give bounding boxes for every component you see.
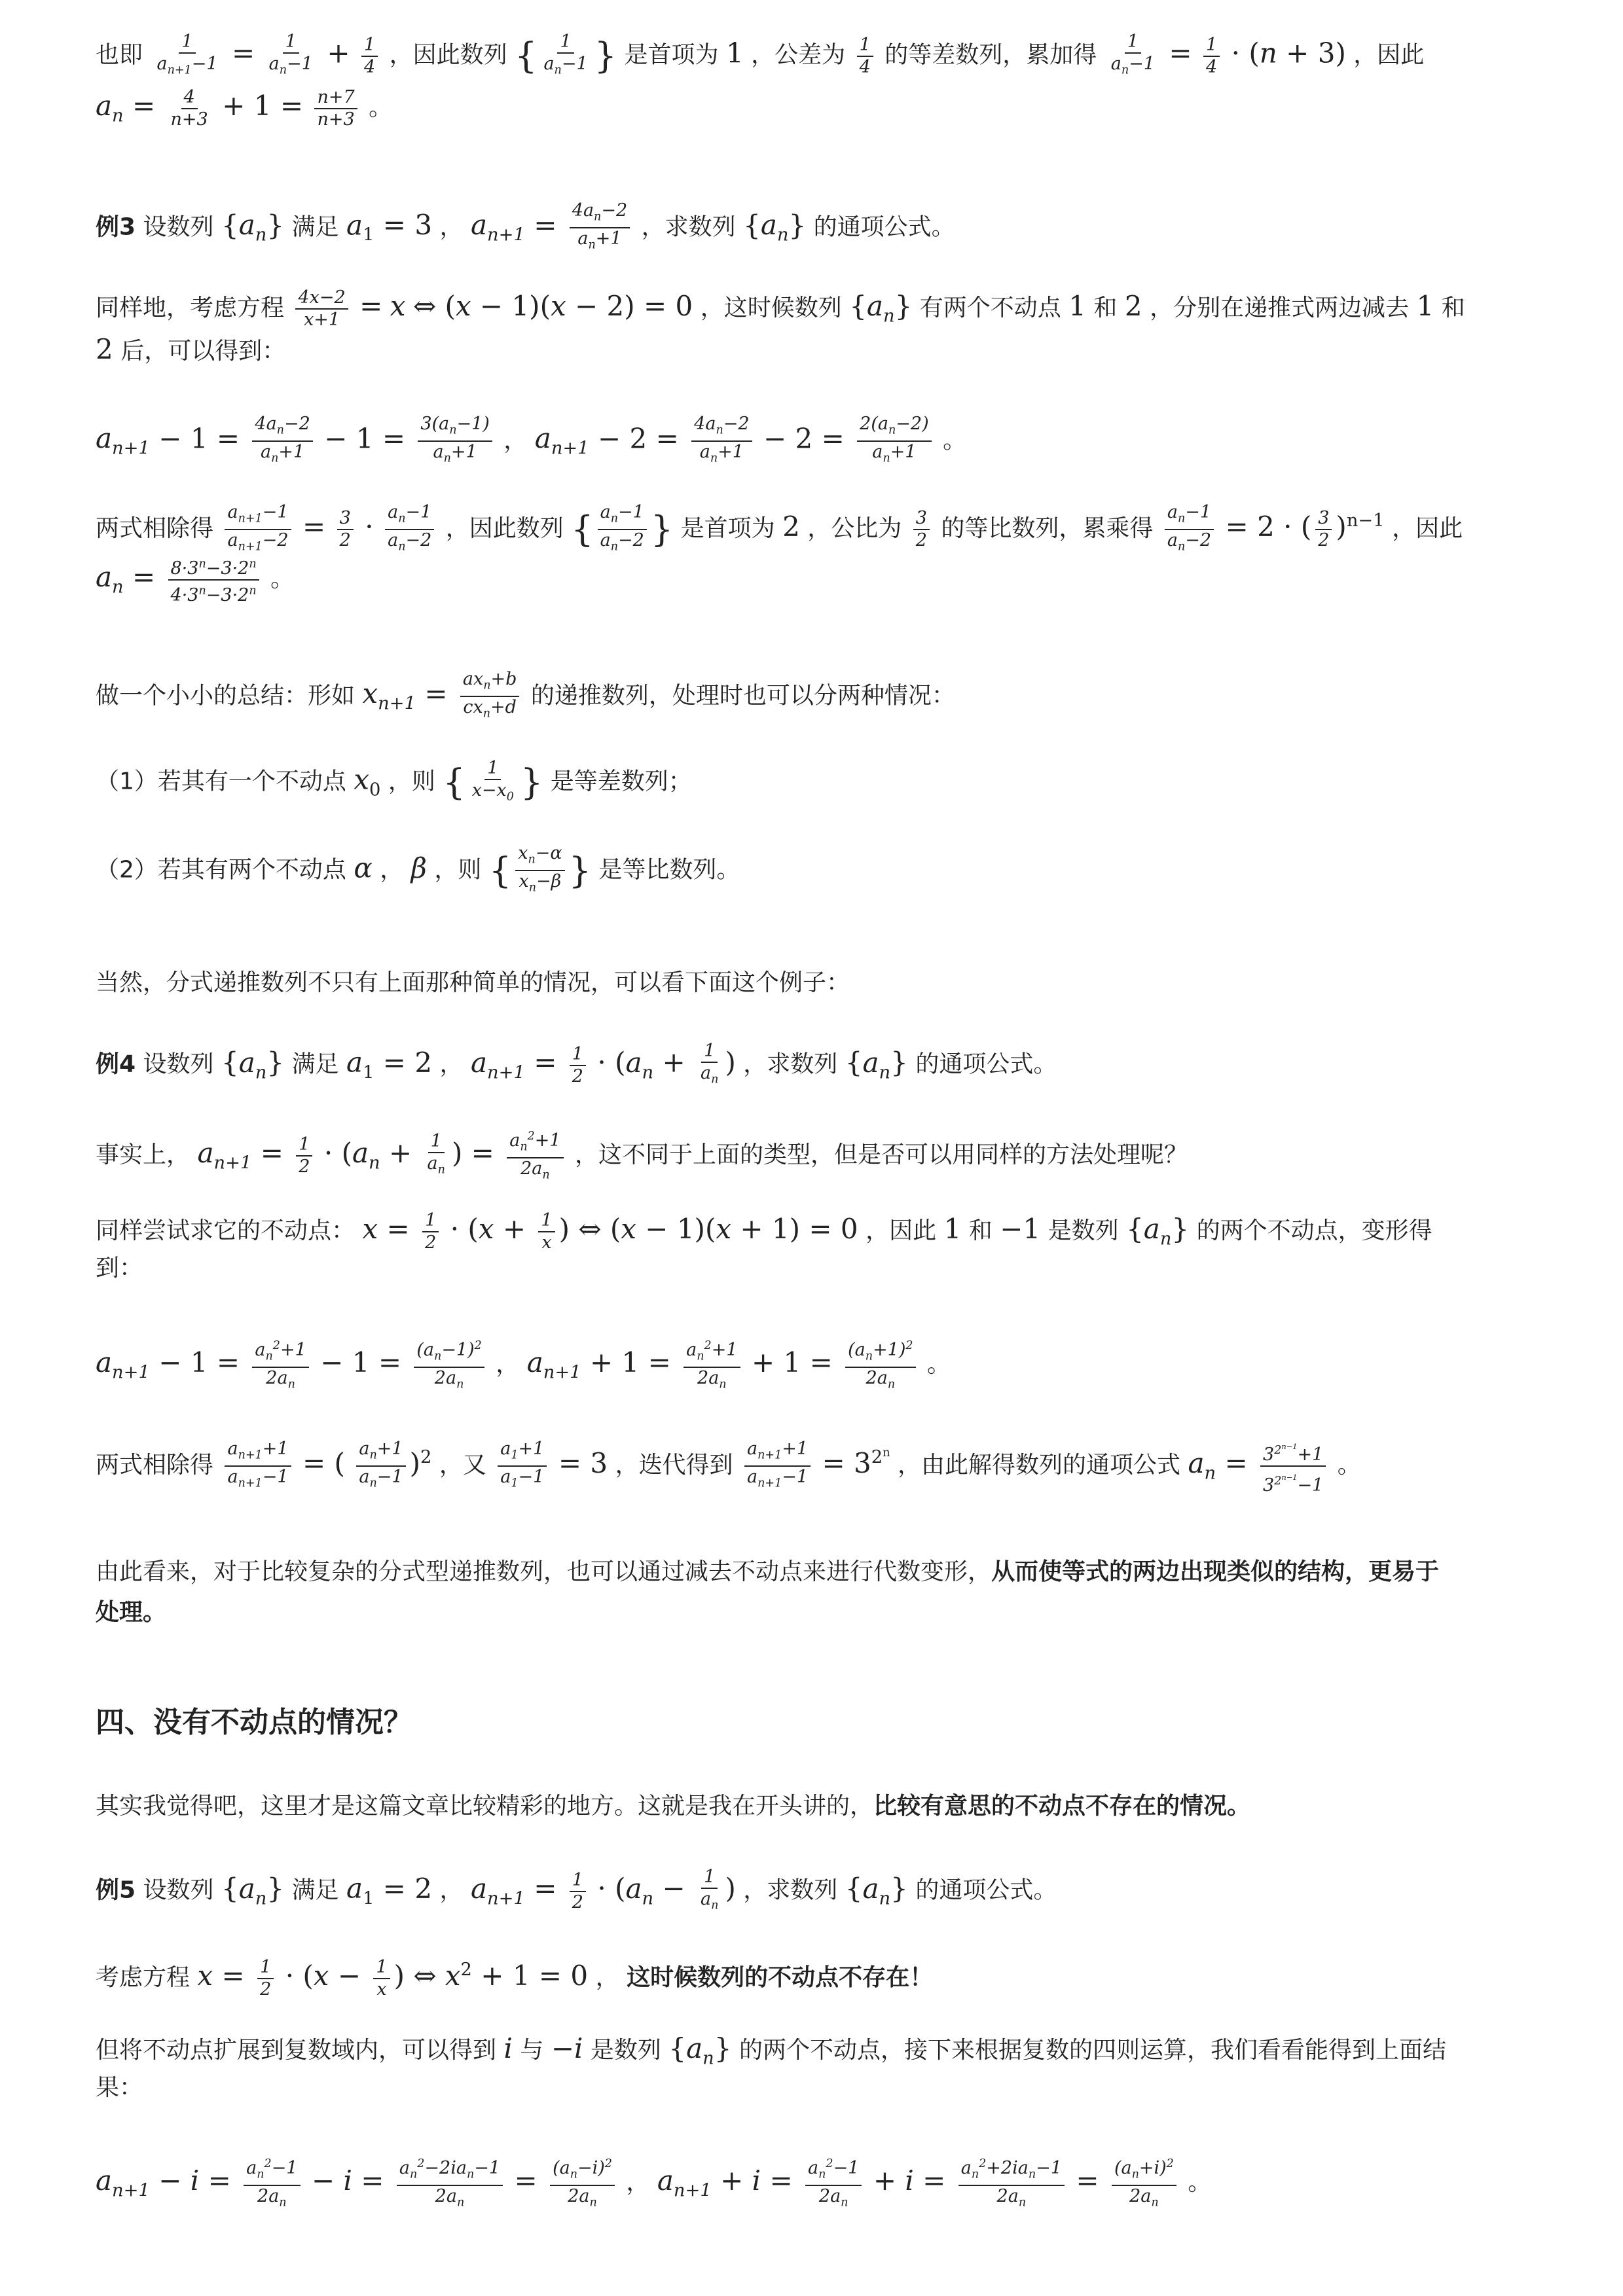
paragraph-fixed-point-eq-b: 2 后，可以得到： (96, 333, 286, 365)
paragraph-ex5-equation: 考虑方程 x = $\frac{1}{2}$ · (x − $\frac{1}{x}$ ) ⇔ $x^2 + 1 = 0$ ， 这时候数列的不动点不存在！ (96, 1957, 934, 2000)
paragraph-conclusion: 由此看来，对于比较复杂的分式型递推数列，也可以通过减去不动点来进行代数变形，从而使等式的两边出现类似的结构，更易于 (96, 1558, 1440, 1585)
equation-4a: $a_{n+1} - 1$ = $\frac{a_n^2+1}{2a_n}$ − 1 = $\frac{(a_n-1)^2}{2a_n}$ ， $a_{n+1} + 1$ = $\frac{a_n^2+1}{2a_n}$ + 1 = $\frac{(a_n+1)^2}{2a_n}$ 。 (96, 1335, 1529, 1395)
paragraph-division-3: 两式相除得 $\frac{a_{n+1}-1}{a_{n+1}-2}$ = $\frac{3}{2}$ · $\frac{a_n-1}{a_n-2}$ ，因此数列 { $\frac{a_n-1}{a_n-2}$ } 是首项为 2 ，公比为 $\frac{3}{2}$ 的等比数列，累乘得 $\frac{a_n-1}{a_n-2}$ = 2 · ( $\frac{3}{2}$ )$^{n-1}$ ，因此 (96, 501, 1463, 554)
equation-3a: $a_{n+1} - 1$ = $\frac{4a_n-2}{a_n+1}$ − 1 = $\frac{3(a_n-1)}{a_n+1}$ ， $a_{n+1} - 2$ = $\frac{4a_n-2}{a_n+1}$ − 2 = $\frac{2(a_n-2)}{a_n+1}$ 。 (96, 414, 967, 465)
paragraph-fixed-points-ex4b: 到： (96, 1255, 143, 1282)
paragraph-derivation-1b: $a_n$ = $\frac{4}{n+3}$ + 1 = $\frac{n+7}{n+3}$ 。 (96, 87, 393, 130)
summary-case-2: （2）若其有两个不动点 α ， β ，则 { $\frac{x_n-\alpha}{x_n-\beta}$ } 是等比数列。 (96, 843, 740, 895)
paragraph-section4-intro: 其实我觉得吧，这里才是这篇文章比较精彩的地方。这就是我在开头讲的，比较有意思的不动点不存在的情况。 (96, 1793, 1251, 1820)
summary-case-1: （1）若其有一个不动点 $x_0$ ，则 { $\frac{1}{x-x_0}$ } 是等差数列； (96, 758, 692, 804)
paragraph-fixed-point-eq: 同样地，考虑方程 $\frac{4x-2}{x+1}$ = x ⇔ (x − 1)(x − 2) = 0 ，这时候数列 $\{a_n\}$ 有两个不动点 1 和 2 ，分别在递推式两边减去 1 和 (96, 287, 1465, 330)
section-heading-4: 四、没有不动点的情况？ (96, 1706, 412, 1739)
equation-5a: $a_{n+1} - i$ = $\frac{a_n^2-1}{2a_n}$ − i = $\frac{a_n^2-2ia_n-1}{2a_n}$ = $\frac{(a_n-i)^2}{2a_n}$ ， $a_{n+1} + i$ = $\frac{a_n^2-1}{2a_n}$ + i = $\frac{a_n^2+2ia_n-1}{2a_n}$ = $\frac{(a_n+i)^2}{2a_n}$ 。 (96, 2153, 1529, 2214)
paragraph-summary: 做一个小小的总结：形如 $x_{n+1}$ = $\frac{ax_n+b}{cx_n+d}$ 的递推数列，处理时也可以分两种情况： (96, 669, 955, 721)
paragraph-complex-b: 果： (96, 2074, 143, 2101)
example-3: 例3 设数列 $\{a_n\}$ 满足 $a_1 = 3$ ， $a_{n+1}$ = $\frac{4a_n-2}{a_n+1}$ ，求数列 $\{a_n\}$ 的通项公式。 (96, 200, 955, 252)
example-4: 例4 设数列 $\{a_n\}$ 满足 $a_1 = 2$ ， $a_{n+1}$ = $\frac{1}{2}$ · ($a_n$ + $\frac{1}{a_n}$ ) ，求数列 $\{a_n\}$ 的通项公式。 (96, 1041, 1057, 1086)
example-5: 例5 设数列 $\{a_n\}$ 满足 $a_1 = 2$ ， $a_{n+1}$ = $\frac{1}{2}$ · ($a_n$ − $\frac{1}{a_n}$ ) ，求数列 $\{a_n\}$ 的通项公式。 (96, 1867, 1057, 1912)
paragraph-complex: 但将不动点扩展到复数域内，可以得到 i 与 −i 是数列 $\{a_n\}$ 的两个不动点，接下来根据复数的四则运算，我们看看能得到上面结 (96, 2032, 1446, 2069)
paragraph-conclusion-b: 处理。 (96, 1599, 167, 1626)
paragraph-division-3b: $a_n$ = $\frac{8\cdot 3^n-3\cdot 2^n}{4\cdot 3^n-3\cdot 2^n}$ 。 (96, 554, 1529, 608)
paragraph-intro-ex4: 当然，分式递推数列不只有上面那种简单的情况，可以看下面这个例子： (96, 969, 850, 996)
paragraph-fixed-points-ex4: 同样尝试求它的不动点： x = $\frac{1}{2}$ · (x + $\frac{1}{x}$ ) ⇔ (x − 1)(x + 1) = 0 ，因此 1 和 −1 是数列 $\{a_n\}$ 的两个不动点，变形得 (96, 1210, 1432, 1253)
paragraph-derivation-1: 也即 $\frac{1}{a_{n+1}-1}$ = $\frac{1}{a_n-1}$ + $\frac{1}{4}$ ，因此数列 { $\frac{1}{a_n-1}$ } 是首项为 1 ，公差为 $\frac{1}{4}$ 的等差数列，累加得 $\frac{1}{a_n-1}$ = $\frac{1}{4}$ · (n + 3) ，因此 (96, 31, 1425, 77)
paragraph-fact-ex4: 事实上， $a_{n+1}$ = $\frac{1}{2}$ · ($a_n$ + $\frac{1}{a_n}$ ) = $\frac{a_n^2+1}{2a_n}$ ，这不同于上面的类型，但是否可以用同样的方法处理呢？ (96, 1126, 1529, 1186)
paragraph-division-4: 两式相除得 $\frac{a_{n+1}+1}{a_{n+1}-1}$ = ( $\frac{a_n+1}{a_n-1}$ )$^2$ ，又 $\frac{a_1+1}{a_1-1}$ = 3 ，迭代得到 $\frac{a_{n+1}+1}{a_{n+1}-1}$ = $3^{2^n}$ ，由此解得数列的通项公式 $a_n$ = $\frac{3^{2^{n-1}}+1}{3^{2^{n-1}}-1}$ 。 (96, 1432, 1529, 1496)
